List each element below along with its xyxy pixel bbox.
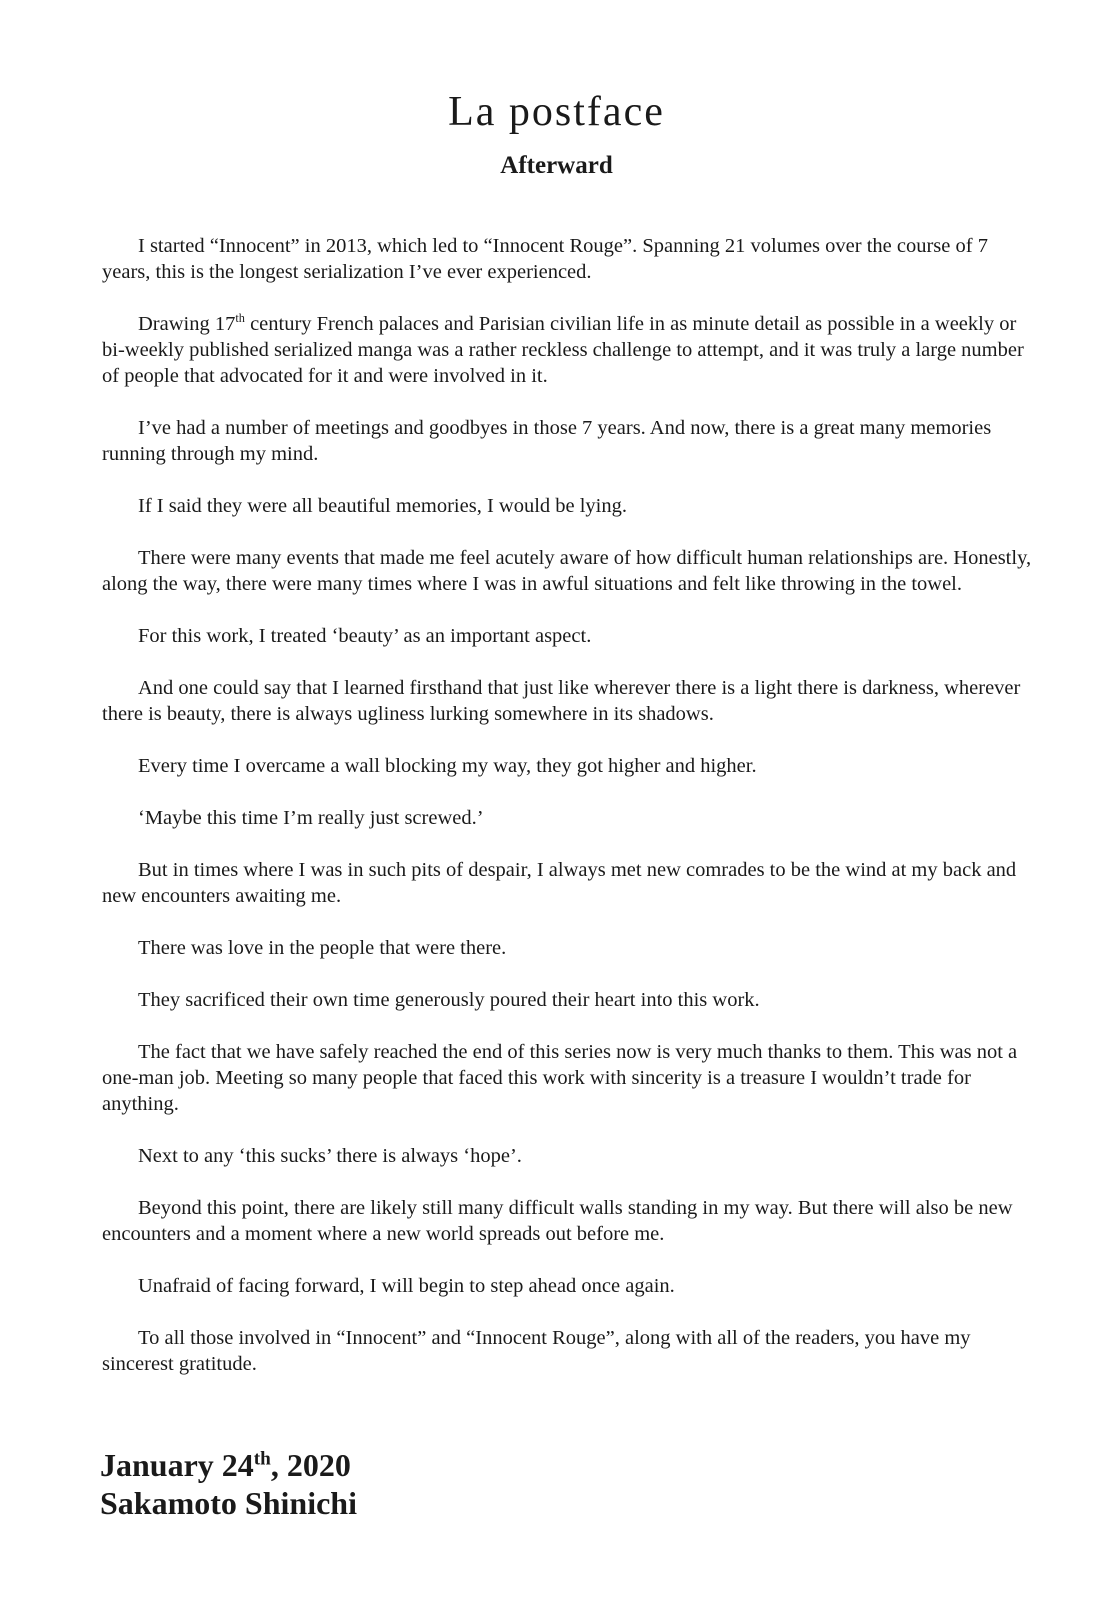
paragraph-8: Every time I overcame a wall blocking my way, they got higher and higher. [138,755,757,777]
paragraph-12: They sacrificed their own time generously poured their heart into this work. [138,989,760,1011]
paragraph-15: Beyond this point, there are likely still many difficult walls standing in my way. But there will also be new encounters and a moment where a new world spreads out before me. [102,1197,1013,1245]
afterword-body [102,233,1037,1403]
paragraph-10: But in times where I was in such pits of despair, I always met new comrades to be the wind at my back and new encounters awaiting me. [102,859,1017,907]
page-subtitle: Afterward [500,152,613,179]
paragraph-3: I’ve had a number of meetings and goodbyes in those 7 years. And now, there is a great many memories running through my mind. [102,417,992,465]
signature-date [100,1446,357,1484]
paragraph-1: I started “Innocent” in 2013, which led to “Innocent Rouge”. Spanning 21 volumes over the course of 7 years, this is the longest serialization I’ve ever experienced. [102,235,988,283]
paragraph-11: There was love in the people that were there. [138,937,507,959]
paragraph-9: ‘Maybe this time I’m really just screwed.’ [138,807,484,829]
paragraph-4: If I said they were all beautiful memories, I would be lying. [138,495,628,517]
paragraph-2-start: Drawing 17 [138,313,236,335]
ordinal-suffix: th [235,311,245,326]
signature-author: Sakamoto Shinichi [100,1485,357,1521]
paragraph-16: Unafraid of facing forward, I will begin to step ahead once again. [138,1275,675,1297]
paragraph-13: The fact that we have safely reached the end of this series now is very much thanks to them. This was not a one-man job. Meeting so many people that faced this work with sincerity is a treasure I wouldn’t trade for anything. [102,1041,1018,1115]
paragraph-7: And one could say that I learned firsthand that just like wherever there is a light there is darkness, wherever there is beauty, there is always ugliness lurking somewhere in its shadows. [102,677,1021,725]
paragraph-2 [102,311,1037,389]
paragraph-17: To all those involved in “Innocent” and “Innocent Rouge”, along with all of the readers, you have my sincerest gratitude. [102,1327,971,1375]
paragraph-5: There were many events that made me feel acutely aware of how difficult human relationships are. Honestly, along the way, there were many times where I was in awful situations and felt like throwing in the towel. [102,547,1032,595]
date-start: January 24 [100,1447,254,1483]
date-end: , 2020 [270,1447,351,1483]
page-title: La postface [448,89,665,135]
paragraph-6: For this work, I treated ‘beauty’ as an important aspect. [138,625,592,647]
paragraph-14: Next to any ‘this sucks’ there is always ‘hope’. [138,1145,522,1167]
date-ordinal-suffix: th [253,1448,271,1470]
signature-block [100,1446,357,1522]
paragraph-2-rest: century French palaces and Parisian civilian life in as minute detail as possible in a weekly or bi-weekly published serialized manga was a rather reckless challenge to attempt, and it was truly a large number of people that advocated for it and were involved in it. [102,313,1024,387]
